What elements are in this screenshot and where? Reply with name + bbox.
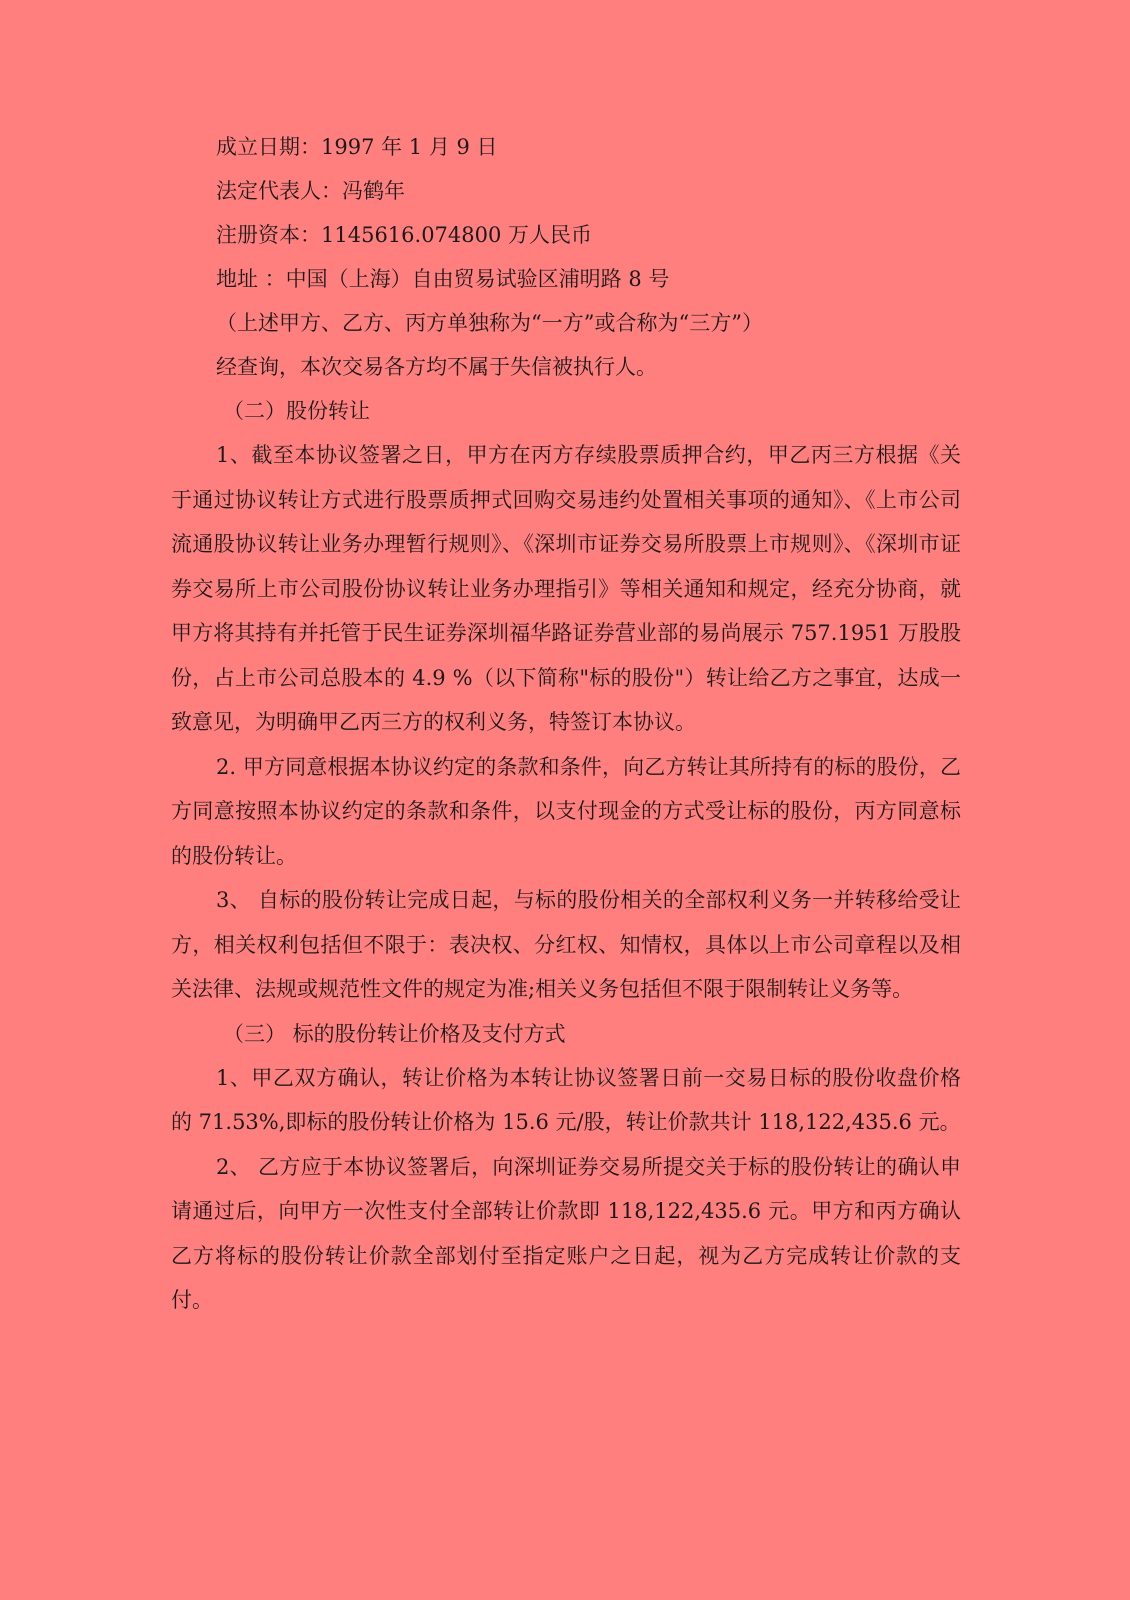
paragraph-3-2: 2、 乙方应于本协议签署后，向深圳证券交易所提交关于标的股份转让的确认申请通过后，向甲方一次性支付全部转让价款即 118,122,435.6 元。甲方和丙方确认乙方将标的股份转让价款全部划付至指定账户之日起，视为乙方完成转让价款的支付。	[171, 1154, 961, 1312]
legal-representative: 法定代表人：冯鹤年	[216, 179, 405, 203]
address: 地址 ：中国（上海）自由贸易试验区浦明路 8 号	[216, 267, 670, 291]
paragraph-3-1: 1、甲乙双方确认，转让价格为本转让协议签署日前一交易日标的股份收盘价格的 71.53%,即标的股份转让价格为 15.6 元/股，转让价款共计 118,122,435.6 元。	[171, 1065, 961, 1134]
section-heading-price-payment: （三） 标的股份转让价格及支付方式	[223, 1021, 566, 1046]
section-heading-share-transfer: （二）股份转让	[223, 399, 370, 423]
registered-capital: 注册资本：1145616.074800 万人民币	[216, 223, 593, 247]
paragraph-2-2: 2. 甲方同意根据本协议约定的条款和条件，向乙方转让其所持有的标的股份，乙方同意按照本协议约定的条款和条件，以支付现金的方式受让标的股份，丙方同意标的股份转让。	[171, 754, 961, 868]
dishonesty-query-statement: 经查询，本次交易各方均不属于失信被执行人。	[216, 355, 657, 379]
paragraph-2-3: 3、 自标的股份转让完成日起，与标的股份相关的全部权利义务一并转移给受让方，相关权利包括但不限于：表决权、分红权、知情权，具体以上市公司章程以及相关法律、法规或规范性文件的规定为准;相关义务包括但不限于限制转让义务等。	[171, 888, 961, 1001]
parties-note: （上述甲方、乙方、丙方单独称为“一方”或合称为“三方”）	[216, 311, 763, 335]
paragraph-2-1: 1、截至本协议签署之日，甲方在丙方存续股票质押合约，甲乙丙三方根据《关于通过协议转让方式进行股票质押式回购交易违约处置相关事项的通知》、《上市公司流通股协议转让业务办理暂行规则》、《深圳市证券交易所股票上市规则》、《深圳市证券交易所上市公司股份协议转让业务办理指引》等相关通知和规定，经充分协商，就甲方将其持有并托管于民生证券深圳福华路证券营业部的易尚展示 757.1951 万股股份，占上市公司总股本的 4.9 %（以下简称"标的股份"）转让给乙方之事宜，达成一致意见，为明确甲乙丙三方的权利义务，特签订本协议。	[171, 443, 961, 734]
established-date: 成立日期：1997 年 1 月 9 日	[216, 135, 498, 159]
document-page	[171, 125, 961, 1323]
